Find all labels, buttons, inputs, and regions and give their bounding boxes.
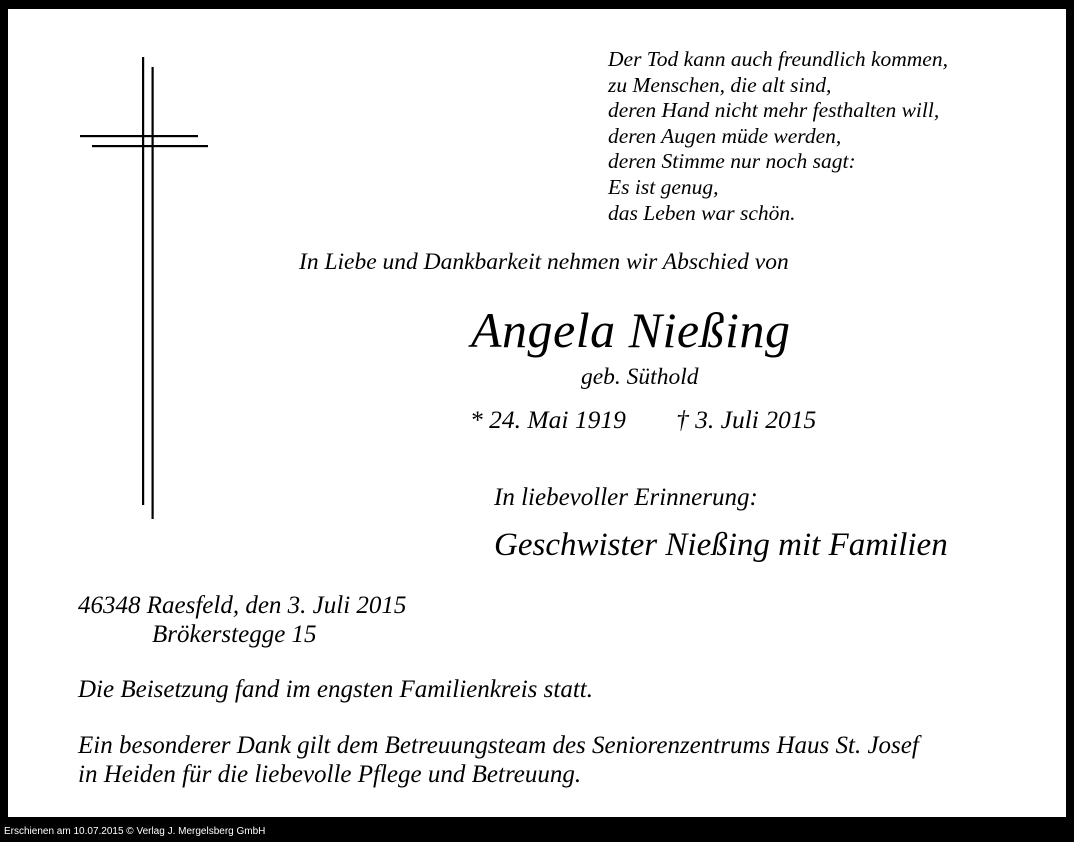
mourners-family: Geschwister Nießing mit Familien xyxy=(494,527,948,563)
poem-line: deren Stimme nur noch sagt: xyxy=(608,149,856,174)
birth-name: geb. Süthold xyxy=(581,364,699,390)
thanks-note xyxy=(78,731,919,789)
birth-date: * 24. Mai 1919 xyxy=(470,405,626,434)
cross-icon xyxy=(78,47,218,519)
publication-footer: Erschienen am 10.07.2015 © Verlag J. Mergelsberg GmbH xyxy=(4,826,266,837)
poem-line: zu Menschen, die alt sind, xyxy=(608,72,832,97)
poem-line: das Leben war schön. xyxy=(608,200,796,225)
thanks-line: Ein besonderer Dank gilt dem Betreuungsteam des Seniorenzentrums Haus St. Josef xyxy=(78,732,919,759)
farewell-intro: In Liebe und Dankbarkeit nehmen wir Abschied von xyxy=(299,249,789,275)
poem-line: Es ist genug, xyxy=(608,174,719,199)
thanks-line: in Heiden für die liebevolle Pflege und Betreuung. xyxy=(78,761,582,788)
poem-line: Der Tod kann auch freundlich kommen, xyxy=(608,47,948,71)
memory-label: In liebevoller Erinnerung: xyxy=(494,484,758,511)
street-address: Brökerstegge 15 xyxy=(152,621,317,648)
burial-note: Die Beisetzung fand im engsten Familienkreis statt. xyxy=(78,676,593,703)
poem-line: deren Augen müde werden, xyxy=(608,123,842,148)
poem-line: deren Hand nicht mehr festhalten will, xyxy=(608,98,940,123)
death-date: † 3. Juli 2015 xyxy=(676,405,817,434)
place-date: 46348 Raesfeld, den 3. Juli 2015 xyxy=(78,592,407,619)
obituary-notice xyxy=(8,9,1066,817)
poem xyxy=(608,47,948,226)
deceased-name: Angela Nießing xyxy=(471,302,791,358)
